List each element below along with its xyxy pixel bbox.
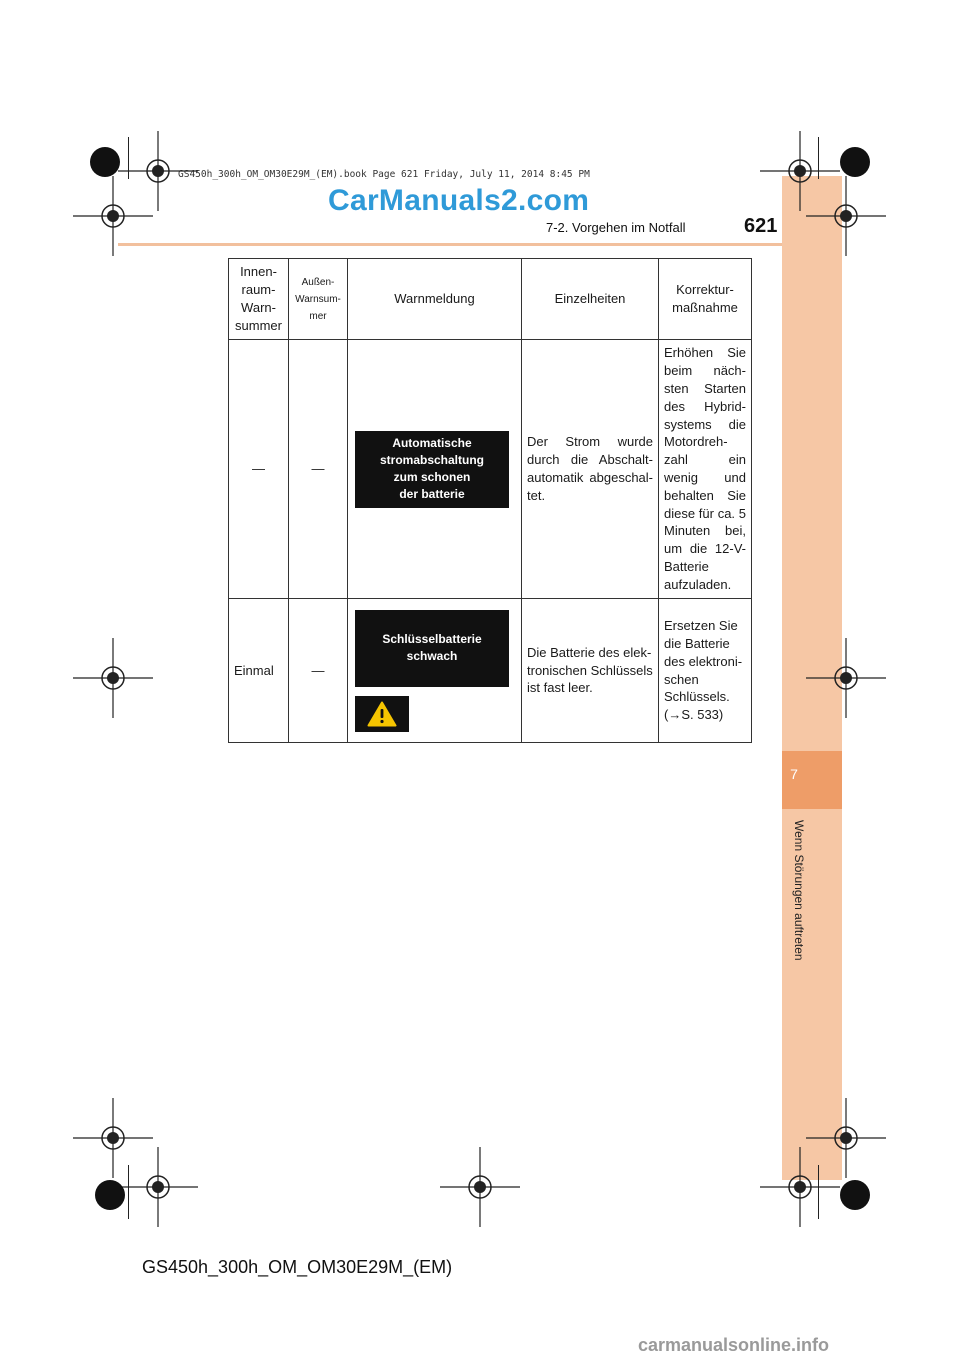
display-message-text: Schlüsselbatterie schwach	[382, 632, 482, 663]
header-label: Außen- Warnsum- mer	[295, 276, 341, 322]
header-interior-buzzer	[229, 259, 289, 340]
registration-disc-icon	[840, 1180, 870, 1210]
corrective-action-cell: Ersetzen Sie die Batterie des elektroni-schen Schlüssels. (→S. 533)	[659, 599, 752, 743]
header-corrective-action	[659, 259, 752, 340]
registration-disc-icon	[840, 147, 870, 177]
trim-line	[818, 1165, 819, 1219]
watermark-bottom: carmanualsonline.info	[638, 1335, 830, 1355]
page-number: 621	[744, 215, 778, 237]
registration-mark-icon	[118, 1147, 198, 1227]
book-info: GS450h_300h_OM_OM30E29M_(EM).book Page 621 Friday, July 11, 2014 8:45 PM	[178, 169, 590, 180]
registration-mark-icon	[440, 1147, 520, 1227]
header-label: Innen- raum- Warn- summer	[235, 264, 282, 333]
header-warning-message	[348, 259, 522, 340]
trim-line	[818, 137, 819, 179]
warning-message-table	[228, 258, 752, 743]
footer-document-code: GS450h_300h_OM_OM30E29M_(EM)	[142, 1257, 453, 1277]
registration-mark-icon	[73, 176, 153, 256]
header-rule	[118, 243, 782, 246]
warning-indicator	[355, 696, 409, 732]
exterior-buzzer-cell: —	[289, 599, 348, 743]
chapter-number: 7	[790, 766, 798, 782]
interior-buzzer-cell: —	[229, 340, 289, 599]
chapter-label: Wenn Störungen auftreten	[792, 820, 806, 961]
display-message-box	[355, 610, 509, 687]
registration-mark-icon	[806, 638, 886, 718]
registration-mark-icon	[806, 176, 886, 256]
corrective-action-cell: Erhöhen Sie beim näch-sten Starten des Hybrid-systems die Motordreh-zahl ein wenig und behalten Sie diese für ca. 5 Minuten bei, um die 12-V-Batterie aufzuladen.	[659, 340, 752, 599]
header-label: Warnmeldung	[394, 291, 475, 307]
registration-mark-icon	[760, 1147, 840, 1227]
trim-line	[128, 137, 129, 179]
registration-disc-icon	[95, 1180, 125, 1210]
header-exterior-buzzer	[289, 259, 348, 340]
display-message-box	[355, 431, 509, 508]
table-row	[229, 599, 752, 743]
interior-buzzer-cell: Einmal	[229, 599, 289, 743]
exterior-buzzer-cell: —	[289, 340, 348, 599]
header-label: Einzelheiten	[554, 291, 626, 307]
trim-line	[128, 1165, 129, 1219]
details-cell: Die Batterie des elek-tronischen Schlüssels ist fast leer.	[522, 599, 659, 743]
header-label: Korrektur- maßnahme	[672, 282, 738, 315]
warning-message-cell	[348, 599, 522, 743]
warning-message-cell	[348, 340, 522, 599]
watermark-top: CarManuals2.com	[328, 184, 590, 217]
table-row	[229, 340, 752, 599]
section-title: 7-2. Vorgehen im Notfall	[546, 220, 686, 235]
table-header-row	[229, 259, 752, 340]
warning-triangle-icon	[367, 701, 397, 727]
registration-mark-icon	[73, 638, 153, 718]
display-message-text: Automatische stromabschaltung zum schonen der batterie	[379, 436, 484, 501]
registration-disc-icon	[90, 147, 120, 177]
details-cell: Der Strom wurde durch die Abschalt-automatik abgeschal-tet.	[522, 340, 659, 599]
header-details	[522, 259, 659, 340]
